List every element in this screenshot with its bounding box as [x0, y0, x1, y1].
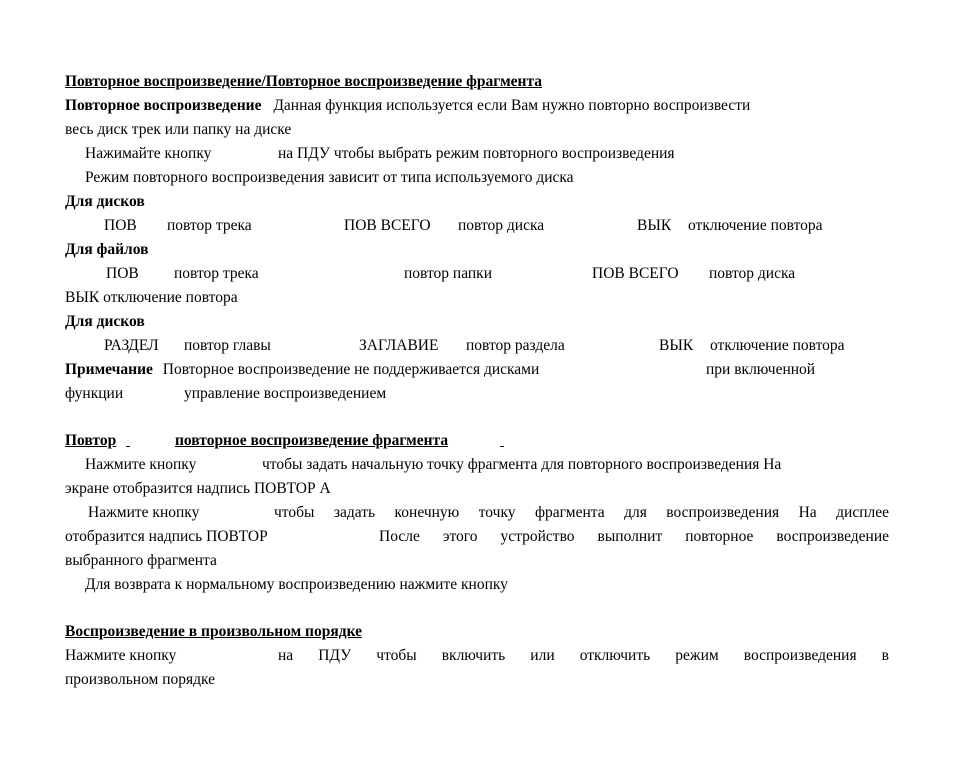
- ab-p2-b: чтобы задать конечную точку фрагмента для воспроизведения На дисплее: [274, 504, 889, 521]
- disc-opt-desc-2: повтор диска: [458, 217, 545, 234]
- section-heading-ab-a: Повтор: [65, 432, 117, 449]
- shuffle-p1-b: на ПДУ чтобы включить или отключить режим воспроизведения в: [278, 647, 889, 664]
- section-heading-ab-b: повторное воспроизведение фрагмента: [175, 432, 449, 449]
- intro-line: [65, 94, 889, 118]
- ab-p2-c1: отобразится надпись ПОВТОР: [65, 528, 268, 545]
- press-line-b: на ПДУ чтобы выбрать режим повторного воспроизведения: [278, 145, 675, 162]
- disc-opt-code-1: ПОВ: [104, 217, 137, 234]
- section-heading-ab-gap: [126, 429, 175, 453]
- ab-p1-b: чтобы задать начальную точку фрагмента для повторного воспроизведения На: [262, 456, 782, 473]
- note-line: [65, 358, 539, 382]
- discs-label: Для дисков: [65, 193, 145, 210]
- ab-p2-a: Нажмите кнопку: [88, 504, 200, 521]
- discs2-label: Для дисков: [65, 313, 145, 330]
- intro-continuation: весь диск трек или папку на диске: [65, 121, 292, 138]
- file-opt-code-1: ПОВ: [106, 265, 139, 282]
- intro-text: Данная функция используется если Вам нужно повторно воспроизвести: [273, 97, 751, 114]
- disc2-opt-code-1: РАЗДЕЛ: [104, 337, 159, 354]
- section-heading-ab-trail: [500, 429, 508, 453]
- file-opt-desc-1: повтор трека: [174, 265, 259, 282]
- disc-opt-code-2: ПОВ ВСЕГО: [344, 217, 431, 234]
- note-bold: Примечание: [65, 361, 153, 378]
- ab-p1-cont: экране отобразится надпись ПОВТОР А: [65, 480, 331, 497]
- ab-p2-c2: После этого устройство выполнит повторное воспроизведение: [379, 528, 889, 545]
- disc2-opt-desc-1: повтор главы: [184, 337, 271, 354]
- mode-line: Режим повторного воспроизведения зависит от типа используемого диска: [85, 169, 574, 186]
- disc-opt-desc-1: повтор трека: [167, 217, 252, 234]
- press-line-a: Нажимайте кнопку: [85, 145, 212, 162]
- note-cont-a: функции: [65, 385, 124, 402]
- note-text: Повторное воспроизведение не поддерживается дисками: [162, 361, 540, 378]
- files-off: ВЫК отключение повтора: [65, 289, 238, 306]
- disc-opt-code-3: ВЫК: [637, 217, 672, 234]
- section-heading-shuffle: Воспроизведение в произвольном порядке: [65, 623, 362, 640]
- file-opt-desc-3: повтор диска: [709, 265, 796, 282]
- section-heading-repeat: Повторное воспроизведение/Повторное воспроизведение фрагмента: [65, 73, 542, 90]
- note-cont-b: управление воспроизведением: [184, 385, 387, 402]
- disc2-opt-desc-2: повтор раздела: [466, 337, 565, 354]
- disc2-opt-code-2: ЗАГЛАВИЕ: [359, 337, 439, 354]
- file-opt-desc-2: повтор папки: [404, 265, 493, 282]
- disc2-opt-code-3: ВЫК: [659, 337, 694, 354]
- shuffle-p1-a: Нажмите кнопку: [65, 647, 177, 664]
- ab-p1-a: Нажмите кнопку: [85, 456, 197, 473]
- note-tail: при включенной: [706, 361, 816, 378]
- file-opt-code-3: ПОВ ВСЕГО: [592, 265, 679, 282]
- ab-p3: Для возврата к нормальному воспроизведению нажмите кнопку: [85, 576, 508, 593]
- intro-bold: Повторное воспроизведение: [65, 97, 262, 114]
- disc-opt-desc-3: отключение повтора: [688, 217, 823, 234]
- disc2-opt-desc-3: отключение повтора: [710, 337, 845, 354]
- ab-p2-cont: выбранного фрагмента: [65, 552, 217, 569]
- files-label: Для файлов: [65, 241, 149, 258]
- shuffle-p1-cont: произвольном порядке: [65, 671, 216, 688]
